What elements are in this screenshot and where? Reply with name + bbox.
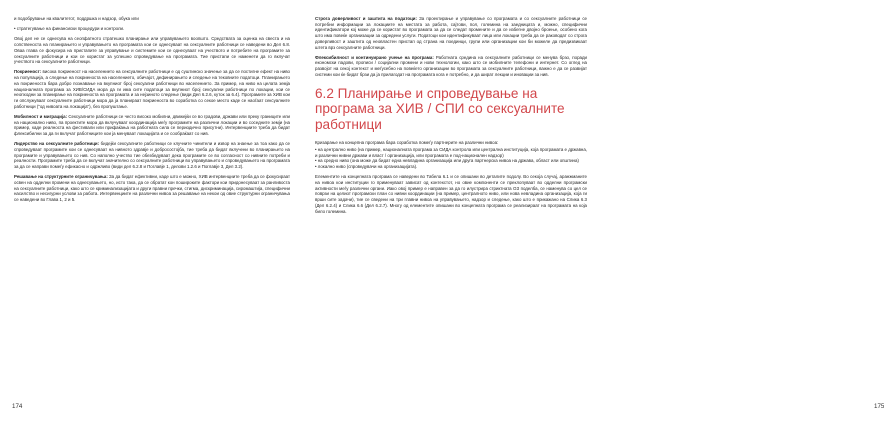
- mobility-label: Мобилност и миграција:: [14, 113, 68, 119]
- flexibility-text: Работната средина на сексуалните работници се менува брзо, поради економски падови, прописи / социјални промени и нови технологии, како што се мобилните телефони и интернет. Со оглед на развојот на секој контекст и меѓусебно на повеќето организации во програмата за сексуалните работници, важно е да се развијат системи кои ќе бидат брзи да ја прилагодат на програмата кога е потребно, и да шират лекции и иновации за нив.: [315, 54, 587, 77]
- elements-paragraph: Елементите на концепната програма се наведени во Табела 6.1 и се опишани во деталите подолу. Во секоја случај, аранжманите на нивоа кои институции го применуваат зависат од контекстот, но овие компоненти се преклопуваат во одделни програмски активности меѓу различни органи. Иако овој пример е направен за да го илустрира стриктната ОЗ поделба, се наменува со цел се поврзи на целиот програмски план со нивни координации (на пример, централното ниво, или нова невладина организација, која ги врши сите задачи), тие се сведени на три главни нивоа на управувањето, надзор и следење, како што е прикажано на Слика 6.3 (Дел 6.2.4) и Слика 6.6 (Дел 6.2.7). Многу од елементите опишани во концепната програма се реализираат на програмата на која било големина.: [315, 174, 587, 214]
- leadership-label: Лидерство на сексуалните работници:: [14, 141, 100, 147]
- mobility-text: Сексуалните работници се често високо мобилни, движејќи се во градови, држави или преку границите или на национално ниво, па проектите мора да вклучуваат координација меѓу програмите на различни локации и во соседните земји (на пример, каде реалноста на фестивали или прифаќања на работната сила се периодично присутни). Интервенциите треба да бидат флексибилни за да ги вклучат работниците кои ја менуваат локацијата и се сообраќаат со нив.: [14, 113, 290, 136]
- ownership-paragraph: Овој дел не се однесува на сеопфатното стратешко планирање или управувањето воопшто. Средствата за оценка на свеста и на сопственоста на планирањето и управувањето на програмата кои се однесуваат на сексуалните работници се наведени во Дел 6.8. Оваа глава се фокусира на пристапите за управување и системите кои се однесуваат на учеството и потребите на програмите за сексуалните работници и кои се користат за успешно спроведување на програмата. Тие пристапи се наменети да го вклучат учеството на сексуалните работници.: [14, 36, 290, 65]
- confidentiality-paragraph: [315, 16, 587, 50]
- right-column: [315, 16, 587, 219]
- intro-line-2: • стратегување на финансиски процедури и контроли.: [14, 26, 125, 32]
- flexibility-paragraph: [315, 55, 587, 78]
- confidentiality-text: За проектирање и управување со програмата и со сексуалните работници се потребни информации за локациите на местата за работа, сајтови, пол, големина на заедницата и, можно, специфични идентификатори кој може да се користат во програмата за да се следат промените и да се избегне двојно броење, особено кога што има повеќе организации за одредени услуги. Податоци кои идентификуваат лица или локации треба да се раководат со строга доверливост и заштита од неовластен пристап од страна на поединци, групи или организации кои би можеле да предизвикаат штета врз сексуалните работници.: [315, 16, 587, 50]
- confidentiality-label: Строга доверливост и заштита на податоци:: [315, 16, 417, 21]
- barriers-text: За да бидат ефективни, каде што е можно, ХИВ интервенциите треба да се фокусираат освен на одделни промени на однесувањето, но, исто така, да се обратат кон пошироките фактори кои придонесуваат за ранливоста на сексуалните работници, како што се криминализацијата и други правни пречки, стигма, дискриминација, сиромаштија, специфични насилство и несигурни услови за работа. Интервенциите на различни нивоа за решавање на некои од овие структурни ограничувања се наведени во Глава 1, 2 и 5.: [14, 174, 291, 202]
- bullet-central-level: • на централно ниво (на пример, националната програма за СИДА контрола или централна институција, која програмата е државна, и различни нивни држави и власт / организација, или програмата е под-национален надзор): [315, 147, 587, 158]
- barriers-label: Решавање на структурните ограничувања:: [14, 174, 108, 180]
- leadership-text: бидејќи сексуалните работници се клучните чинители и извор на знаење за тоа како да се спроведуваат програмите кои се однесуваат на нивното здравје и добросостојба, тие треба да бидат вклучени во планирањето на програмите и управувањето со нив. Со наполно учество тие обезбедуваат дека програмите се во согласност со нивните потреби и реалности. Програмите треба да се вклучат значително со сексуалните работници во управувањето и спроведувањето на програмата за да се направи помеѓу ефикасно и одржливо (види дел 6.2.8 и Поглавје 1, делови 1.2.6 и Поглавје 3, Дел 3.2).: [14, 141, 291, 169]
- levels-intro: Кризарање на концепна програма бара соработка помеѓу партнерите на различни нивоа:: [315, 140, 499, 146]
- page-number-left: 174: [12, 403, 23, 410]
- intro-line-1: и подобрување на квалитетот, поддршка и надзор, обука или: [14, 16, 139, 21]
- flexibility-label: Флексибилност и континуирано учење на програма:: [315, 54, 434, 60]
- left-page: [0, 0, 300, 424]
- page-number-right: 175: [874, 403, 884, 410]
- right-page: [300, 0, 884, 424]
- leadership-paragraph: [14, 141, 290, 170]
- coverage-paragraph: [14, 69, 290, 109]
- section-heading: 6.2 Планирање и спроведување на програма за ХИВ / СПИ со сексуалните работници: [315, 85, 565, 132]
- mobility-paragraph: [14, 114, 290, 137]
- coverage-label: Покриеност:: [14, 69, 42, 75]
- barriers-paragraph: [14, 174, 290, 203]
- bullet-middle-level: • на средно ниво (она може да бидат една невладина организација или друга партнерска нивоа на држава, област или општина): [315, 158, 579, 164]
- left-column: [14, 16, 290, 207]
- coverage-text: висока покриеност на населението на сексуалните работници е од суштинско значење за да се постигне ефект на ниво на популација, а следење на покриеноста на населението, обичајот, дефинирањето и следење на тековните податоци. Планирањето на покриеноста бара добро познавање на вкупниот број сексуални работници во населението. За пример, на ниво на целата земја националната програма за ХИВ/СИДА мора да ги има сите податоци за вкупниот број сексуални работници по локации, кои се неопходни за планирање на покриеноста на програмата и за нејзиното следење (види Дел 6.2.6, куток за 6.4). Програмите за ХИВ кои ги опслужуваат сексуалните работници мора да ја планираат покриеноста во соработка со секое место каде се наоѓаат сексуалните работници ("од нивоата на локација"), без пропуштање.: [14, 69, 290, 109]
- bullet-local-level: • локално ниво (спроведувачи на организацијата).: [315, 164, 418, 170]
